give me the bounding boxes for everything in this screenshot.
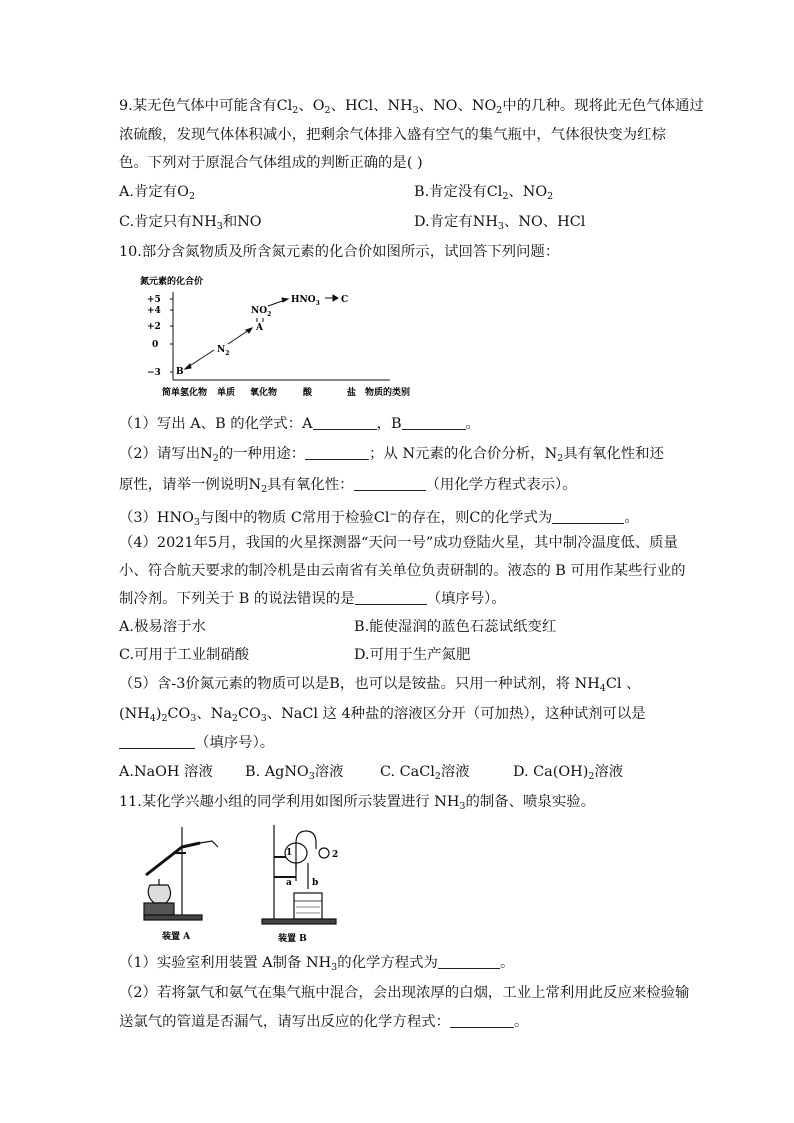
q10-part5-line2: $(NH_4)_2CO_3$、$Na_2CO_3$、NaCl 这 4种盐的溶液区分开（可加热），这种试剂可以是 <box>119 706 646 724</box>
blank-nh3-equation[interactable] <box>438 954 500 969</box>
q10-stem: 10.部分含氮物质及所含氮元素的化合价如图所示，试回答下列问题： <box>119 244 560 260</box>
q10-part5-option-c: C. CaCl$_2$溶液 <box>380 764 470 782</box>
node-n2: $N_2$ <box>217 345 230 357</box>
q10-part4-option-b: B.能使湿润的蓝色石蕊试纸变红 <box>354 619 557 635</box>
q10-part4-line1: （4）2021年5月，我国的火星探测器“天问一号”成功登陆火星，其中制冷温度低、质量 <box>119 535 678 551</box>
q10-part5-option-a: A.NaOH 溶液 <box>119 764 213 780</box>
delivery-tube <box>200 841 218 847</box>
q9-stem-line3: 色。下列对于原混合气体组成的判断正确的是( ) <box>119 155 423 171</box>
stand-base <box>144 915 202 920</box>
q9-stem-line2: 浓硫酸，发现气体体积减小，把剩余气体排入盛有空气的集气瓶中，气体很快变为红棕 <box>119 127 666 143</box>
q10-part4-option-d: D.可用于生产氮肥 <box>354 647 471 663</box>
q10-valence-chart <box>140 272 411 400</box>
q11-part2-line1: （2）若将氯气和氨气在集气瓶中混合，会出现浓厚的白烟，工业上常利用此反应来检验输 <box>119 985 690 1001</box>
ytick-zero: 0 <box>152 340 159 350</box>
lamp-block <box>144 903 174 915</box>
blank-b[interactable] <box>402 415 466 430</box>
apparatus-a-figure <box>140 823 222 943</box>
xcat-acid: 酸 <box>303 388 313 398</box>
xcat-salt: 盐 <box>347 388 357 398</box>
blank-reagent[interactable] <box>119 734 195 749</box>
mark-2: 2 <box>332 850 339 860</box>
q10-part1: （1）写出 A、B 的化学式：A ，B 。 <box>119 416 480 432</box>
q11-part1: （1）实验室利用装置 A制备 $NH_3$的化学方程式为 。 <box>119 955 515 973</box>
q10-part5-line3: （填序号）。 <box>119 733 274 753</box>
xcat-hydride: 简单氢化物 <box>162 388 208 398</box>
q9-option-b: B.肯定没有$Cl_2$、$NO_2$ <box>414 184 554 202</box>
node-hno3: $HNO_3$ <box>291 295 320 307</box>
apparatus-b-figure <box>256 823 366 945</box>
q10-part3: $(3)HNO_3$与图中的物质 C常用于检验Cl−的存在，则C的化学式为 。 <box>119 509 639 528</box>
blank-cl2-nh3-equation[interactable] <box>450 1013 514 1028</box>
q10-part4-option-a: A.极易溶于水 <box>119 619 206 635</box>
alcohol-lamp <box>148 885 170 903</box>
q10-part5-option-d: D. $Ca(OH)_2$溶液 <box>513 764 624 782</box>
blank-n2-oxidation-equation[interactable] <box>354 476 426 491</box>
q9-stem-line1: 9.某无色气体中可能含有$Cl_2$、$O_2$、HCl、$NH_3$、NO、$NO_2$中的几种。现将此无色气体通过 <box>119 98 704 116</box>
q9-option-c: C.肯定只有$NH_3$和NO <box>119 214 262 232</box>
q10-part4-option-c: C.可用于工业制硝酸 <box>119 647 250 663</box>
mark-1: 1 <box>286 848 293 858</box>
blank-n2-use[interactable] <box>305 445 369 460</box>
xcat-axis-title: 物质的类别 <box>365 388 411 398</box>
node-b: B <box>176 367 184 377</box>
xcat-element: 单质 <box>217 388 236 398</box>
q9-option-d: D.肯定有$NH_3$、NO、HCl <box>414 214 586 232</box>
xcat-oxide: 氧化物 <box>250 388 278 398</box>
node-c: C <box>341 295 349 305</box>
balloon-2 <box>319 848 329 858</box>
mark-b: b <box>312 878 319 888</box>
ytick-plus2: +2 <box>147 322 161 332</box>
q10-part5-line1: （5）含-3价氮元素的物质可以是B，也可以是铵盐。只用一种试剂，将 $NH_4Cl$ 、 <box>119 676 641 694</box>
test-tube <box>146 843 200 875</box>
stand-b-base <box>262 919 336 924</box>
label-apparatus-b: 装置 B <box>278 934 307 944</box>
ytick-plus5: +5 <box>147 295 161 305</box>
q9-option-a: A.肯定有$O_2$ <box>119 184 195 202</box>
node-a: A <box>256 323 263 333</box>
beaker <box>294 893 322 919</box>
q11-part2-line2: 送氯气的管道是否漏气，请写出反应的化学方程式： 。 <box>119 1014 529 1030</box>
q10-part4-line3: 制冷剂。下列关于 B 的说法错误的是 （填序号）。 <box>119 591 506 607</box>
q10-part4-line2: 小、符合航天要求的制冷机是由云南省有关单位负责研制的。液态的 B 可用作某些行业的 <box>119 563 686 579</box>
node-no2: $NO_2$ <box>251 306 272 318</box>
q10-part2-line2: 原性，请举一例说明$N_2$具有氧化性： （用化学方程式表示）。 <box>119 477 577 495</box>
mark-a: a <box>286 878 292 888</box>
q10-part2-line1: （2）请写出$N_2$的一种用途： ；从 N元素的化合价分析，$N_2$具有氧化性和还 <box>119 446 664 464</box>
ytick-plus4: +4 <box>147 306 161 316</box>
blank-b-wrong-statement[interactable] <box>355 590 427 605</box>
q10-part5-option-b: B. AgNO$_3$溶液 <box>245 764 344 782</box>
blank-c-formula[interactable] <box>552 509 624 524</box>
label-apparatus-a: 装置 A <box>162 932 191 942</box>
ytick-minus3: −3 <box>147 368 161 378</box>
chart-ylabel: 氮元素的化合价 <box>140 277 204 287</box>
blank-a[interactable] <box>313 415 377 430</box>
q11-stem: 11.某化学兴趣小组的同学利用如图所示装置进行 $NH_3$的制备、喷泉实验。 <box>119 794 595 812</box>
